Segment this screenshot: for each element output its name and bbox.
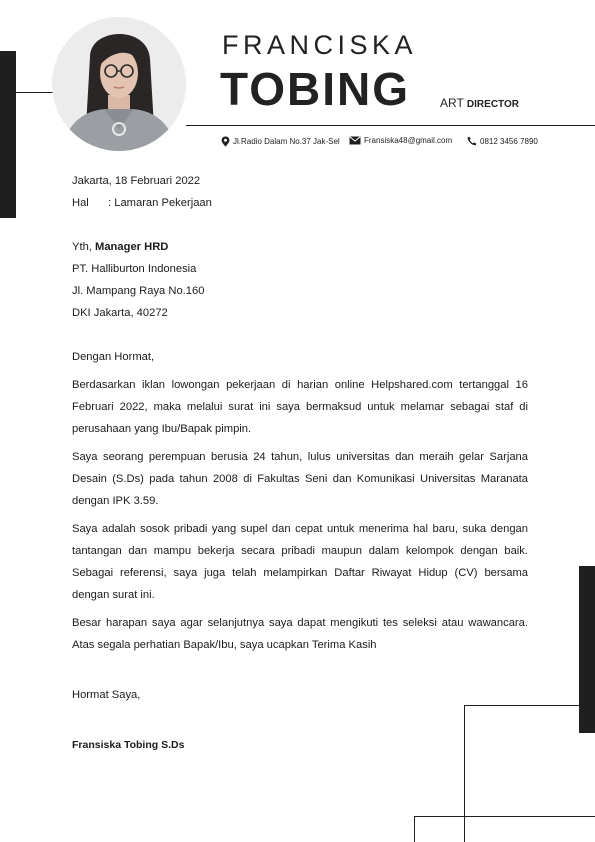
- left-photo-line: [16, 92, 54, 93]
- contact-phone: [467, 136, 538, 146]
- job-title-suffix: DIRECTOR: [466, 99, 519, 110]
- job-title-prefix: ART: [440, 96, 464, 110]
- closing: Hormat Saya,: [72, 689, 141, 701]
- paragraph-3: Saya adalah sosok pribadi yang supel dan cepat untuk menerima hal baru, suka dengan tantangan dan mampu bekerja secara pribadi maupun dalam kelompok dengan baik. Sebagai referensi, saya juga telah melampirkan Daftar Riwayat Hidup (CV) bersama dengan surat ini.: [72, 523, 528, 601]
- header-divider-line: [186, 125, 595, 126]
- subject-value: : Lamaran Pekerjaan: [108, 197, 212, 209]
- bottom-corner-frame-left: [414, 816, 415, 842]
- letter-date: Jakarta, 18 Februari 2022: [72, 175, 201, 187]
- envelope-icon: [349, 136, 361, 145]
- subject-line: [72, 192, 528, 214]
- right-dark-bar: [579, 566, 595, 733]
- profile-photo: [52, 17, 186, 151]
- recipient-prefix: Yth,: [72, 241, 92, 253]
- recipient-company: PT. Halliburton Indonesia: [72, 263, 197, 275]
- bottom-corner-frame-top: [414, 816, 595, 817]
- contact-address: [221, 136, 340, 147]
- greeting: Dengan Hormat,: [72, 351, 155, 363]
- recipient-title: Manager HRD: [95, 241, 169, 253]
- address-text: Jl.Radio Dalam No.37 Jak-Sel: [233, 137, 340, 146]
- letter-body: [72, 170, 528, 756]
- left-dark-bar: [0, 51, 16, 218]
- email-text[interactable]: Fransiska48@gmail.com: [364, 136, 453, 145]
- signature-name: Fransiska Tobing S.Ds: [72, 739, 185, 751]
- subject-label: Hal: [72, 197, 89, 209]
- recipient-street: Jl. Mampang Raya No.160: [72, 285, 205, 297]
- phone-icon: [467, 136, 477, 146]
- paragraph-4: Besar harapan saya agar selanjutnya saya dapat mengikuti tes seleksi atau wawancara. Atas segala perhatian Bapak/Ibu, saya ucapkan Terima Kasih: [72, 617, 528, 651]
- contact-email: [349, 136, 452, 145]
- recipient-line: [72, 236, 528, 258]
- job-title: [440, 97, 519, 110]
- first-name: FRANCISKA: [222, 30, 418, 60]
- last-name: TOBING: [220, 63, 411, 115]
- phone-text: 0812 3456 7890: [480, 136, 538, 146]
- paragraph-1: Berdasarkan iklan lowongan pekerjaan di harian online Helpshared.com tertanggal 16 Februari 2022, maka melalui surat ini saya bermaksud untuk melamar sebagai staf di perusahaan yang Ibu/Bapak pimpin.: [72, 379, 528, 435]
- recipient-city: DKI Jakarta, 40272: [72, 307, 168, 319]
- map-pin-icon: [221, 136, 230, 147]
- paragraph-2: Saya seorang perempuan berusia 24 tahun, lulus universitas dan meraih gelar Sarjana Desain (S.Ds) pada tahun 2008 di Fakultas Seni dan Komunikasi Universitas Maranata dengan IPK 3.59.: [72, 451, 528, 507]
